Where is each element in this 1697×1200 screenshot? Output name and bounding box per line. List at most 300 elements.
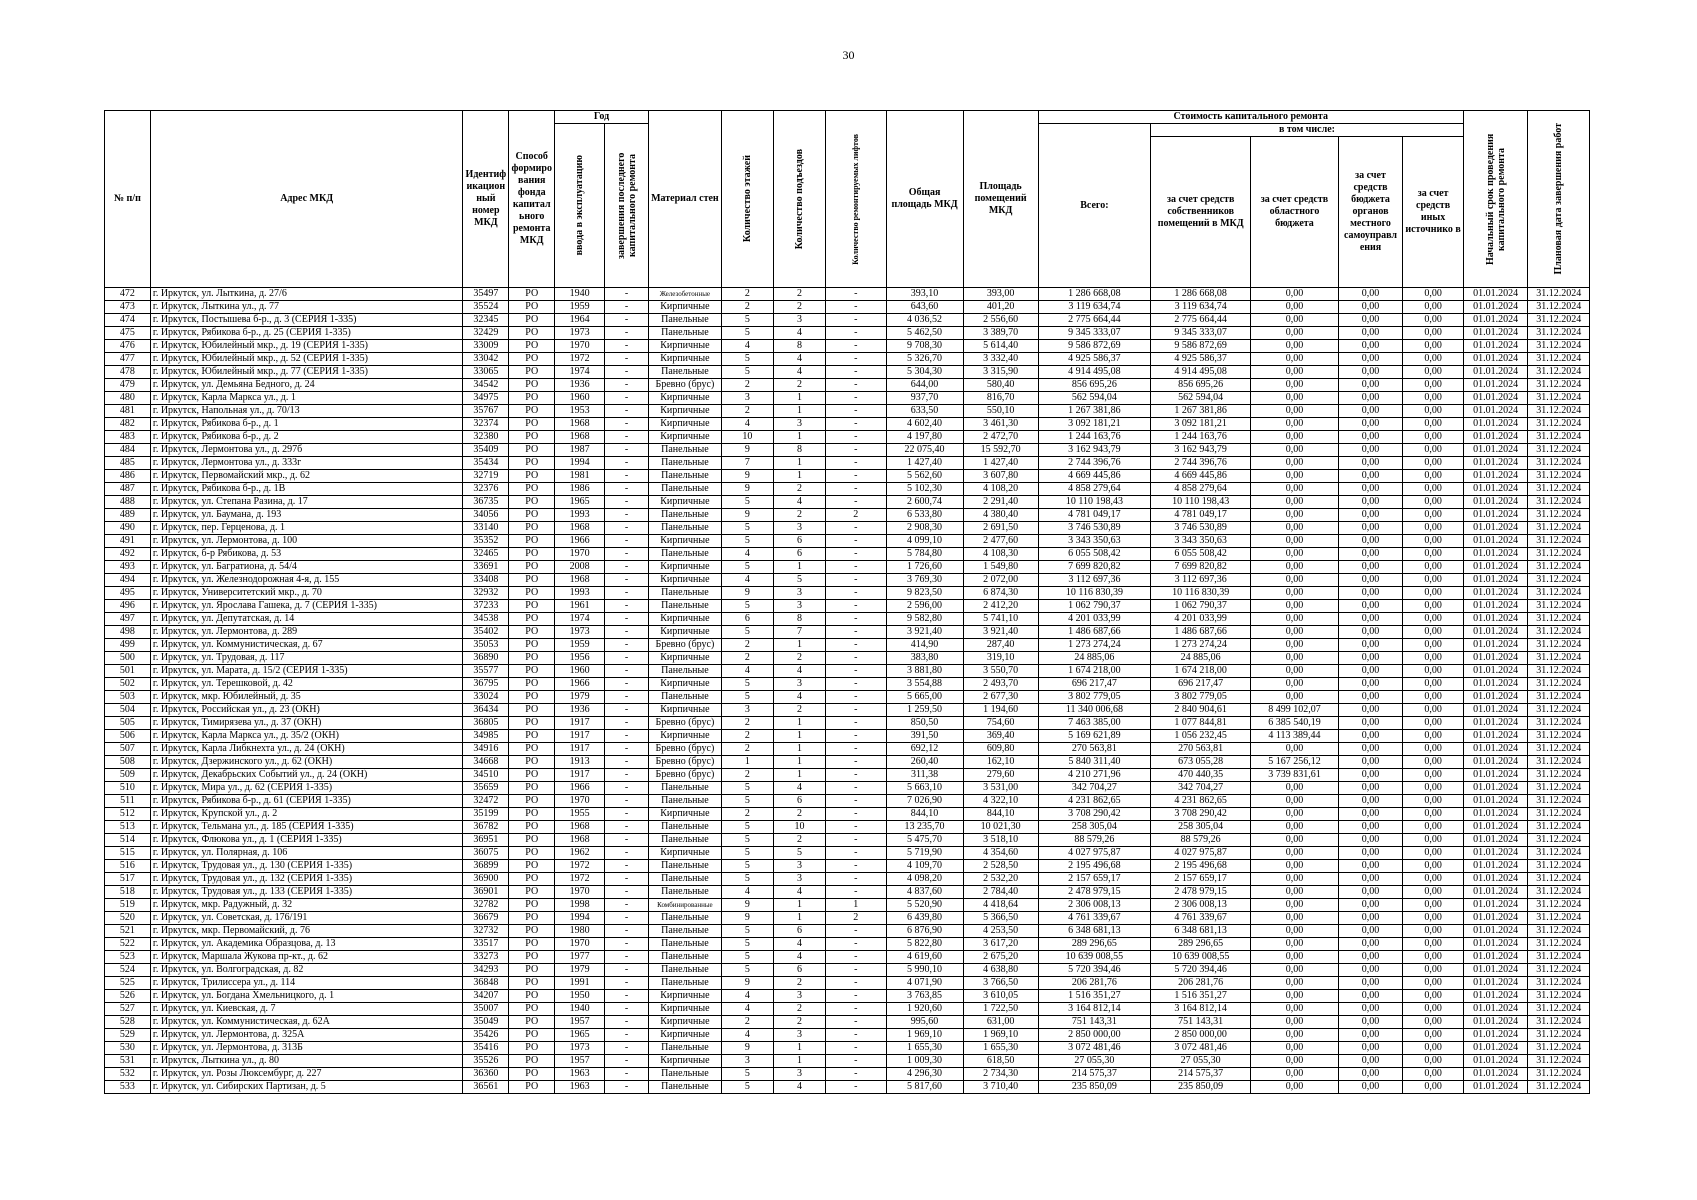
table-cell: 0,00	[1338, 1081, 1403, 1094]
table-cell: Кирпичные	[648, 353, 721, 366]
table-cell: 01.01.2024	[1463, 1068, 1528, 1081]
table-cell: 527	[105, 1003, 151, 1016]
table-cell: 0,00	[1251, 509, 1339, 522]
table-cell: 0,00	[1251, 444, 1339, 457]
table-cell: 6	[773, 535, 825, 548]
table-cell: 391,50	[886, 730, 963, 743]
table-cell: 0,00	[1251, 834, 1339, 847]
table-cell: 0,00	[1403, 665, 1464, 678]
table-cell: 36075	[463, 847, 509, 860]
table-cell: 0,00	[1403, 509, 1464, 522]
table-row	[105, 743, 1590, 756]
table-cell: 0,00	[1251, 860, 1339, 873]
table-cell: 0,00	[1338, 405, 1403, 418]
table-cell: 503	[105, 691, 151, 704]
table-cell: -	[826, 756, 886, 769]
table-row	[105, 496, 1590, 509]
table-cell: 1 427,40	[963, 457, 1038, 470]
table-cell: 35053	[463, 639, 509, 652]
table-cell: 4 036,52	[886, 314, 963, 327]
table-cell: 1973	[555, 626, 605, 639]
table-cell: 31.12.2024	[1528, 561, 1590, 574]
table-cell: 31.12.2024	[1528, 457, 1590, 470]
table-cell: Кирпичные	[648, 652, 721, 665]
table-cell: Бревно (брус)	[648, 769, 721, 782]
table-cell: 4	[721, 886, 773, 899]
table-cell: 4	[773, 327, 825, 340]
table-cell: 0,00	[1251, 847, 1339, 860]
table-cell: Панельные	[648, 1081, 721, 1094]
table-cell: 31.12.2024	[1528, 821, 1590, 834]
table-cell: 5 817,60	[886, 1081, 963, 1094]
table-cell: РО	[509, 1029, 555, 1042]
table-cell: 521	[105, 925, 151, 938]
table-cell: 35426	[463, 1029, 509, 1042]
table-cell: 3 343 350,63	[1038, 535, 1151, 548]
table-cell: -	[605, 1042, 649, 1055]
table-cell: 34542	[463, 379, 509, 392]
table-cell: -	[826, 769, 886, 782]
table-cell: 0,00	[1403, 769, 1464, 782]
table-cell: Панельные	[648, 327, 721, 340]
table-cell: 31.12.2024	[1528, 405, 1590, 418]
table-cell: Панельные	[648, 509, 721, 522]
table-cell: 0,00	[1403, 314, 1464, 327]
table-cell: Панельные	[648, 1042, 721, 1055]
table-cell: 2	[773, 834, 825, 847]
table-cell: -	[826, 444, 886, 457]
table-cell: 0,00	[1403, 782, 1464, 795]
table-cell: 0,00	[1251, 327, 1339, 340]
table-cell: 0,00	[1403, 704, 1464, 717]
table-cell: 36679	[463, 912, 509, 925]
table-cell: 01.01.2024	[1463, 951, 1528, 964]
table-cell: 01.01.2024	[1463, 522, 1528, 535]
table-cell: 856 695,26	[1038, 379, 1151, 392]
table-cell: 3 092 181,21	[1038, 418, 1151, 431]
table-row	[105, 1003, 1590, 1016]
table-cell: 1977	[555, 951, 605, 964]
table-cell: 31.12.2024	[1528, 444, 1590, 457]
table-row	[105, 1016, 1590, 1029]
table-cell: 4 099,10	[886, 535, 963, 548]
table-cell: -	[826, 392, 886, 405]
table-cell: 35577	[463, 665, 509, 678]
table-cell: 3 518,10	[963, 834, 1038, 847]
table-cell: 6 385 540,19	[1251, 717, 1339, 730]
table-cell: 0,00	[1338, 834, 1403, 847]
table-cell: 0,00	[1403, 795, 1464, 808]
table-cell: 2	[826, 509, 886, 522]
table-cell: 31.12.2024	[1528, 418, 1590, 431]
table-cell: -	[826, 314, 886, 327]
table-cell: 36561	[463, 1081, 509, 1094]
table-cell: 0,00	[1403, 327, 1464, 340]
table-cell: 0,00	[1403, 470, 1464, 483]
table-cell: 01.01.2024	[1463, 769, 1528, 782]
table-row	[105, 548, 1590, 561]
table-cell: РО	[509, 587, 555, 600]
table-cell: 0,00	[1338, 808, 1403, 821]
table-cell: 1956	[555, 652, 605, 665]
table-cell: 2 493,70	[963, 678, 1038, 691]
table-cell: 0,00	[1338, 483, 1403, 496]
table-cell: 31.12.2024	[1528, 548, 1590, 561]
table-cell: 31.12.2024	[1528, 392, 1590, 405]
table-cell: 5 990,10	[886, 964, 963, 977]
table-cell: Панельные	[648, 860, 721, 873]
header-year-last-repair: завершения последнего капитального ремонта	[605, 124, 649, 288]
table-cell: г. Иркутск, Рябикова б-р., д. 1	[150, 418, 463, 431]
table-cell: -	[605, 626, 649, 639]
table-cell: 0,00	[1251, 795, 1339, 808]
table-cell: 32782	[463, 899, 509, 912]
table-cell: 1 259,50	[886, 704, 963, 717]
table-cell: 5 167 256,12	[1251, 756, 1339, 769]
table-cell: 0,00	[1403, 587, 1464, 600]
table-row	[105, 600, 1590, 613]
table-cell: -	[605, 574, 649, 587]
table-cell: 311,38	[886, 769, 963, 782]
header-total-area: Общая площадь МКД	[886, 111, 963, 288]
header-floors: Количество этажей	[721, 111, 773, 288]
table-cell: 3 162 943,79	[1038, 444, 1151, 457]
table-cell: 1 920,60	[886, 1003, 963, 1016]
table-cell: 850,50	[886, 717, 963, 730]
table-cell: 35049	[463, 1016, 509, 1029]
table-cell: 1974	[555, 366, 605, 379]
table-cell: 0,00	[1338, 509, 1403, 522]
table-cell: РО	[509, 470, 555, 483]
table-cell: 4	[773, 353, 825, 366]
table-cell: 4	[721, 340, 773, 353]
table-cell: 36434	[463, 704, 509, 717]
table-cell: 31.12.2024	[1528, 600, 1590, 613]
table-cell: 8 499 102,07	[1251, 704, 1339, 717]
table-cell: 477	[105, 353, 151, 366]
table-row	[105, 821, 1590, 834]
table-cell: 3	[721, 1055, 773, 1068]
table-cell: -	[826, 301, 886, 314]
table-cell: 34293	[463, 964, 509, 977]
table-cell: Комбинированные	[648, 899, 721, 912]
table-cell: 3	[721, 392, 773, 405]
table-cell: 0,00	[1338, 639, 1403, 652]
table-cell: 4 781 049,17	[1151, 509, 1251, 522]
table-cell: Панельные	[648, 470, 721, 483]
table-cell: -	[605, 496, 649, 509]
table-cell: 4 669 445,86	[1038, 470, 1151, 483]
table-cell: 1970	[555, 340, 605, 353]
table-row	[105, 951, 1590, 964]
table-cell: -	[605, 847, 649, 860]
table-cell: 1979	[555, 691, 605, 704]
table-cell: 473	[105, 301, 151, 314]
table-cell: 0,00	[1403, 730, 1464, 743]
table-cell: 31.12.2024	[1528, 899, 1590, 912]
table-cell: 2 306 008,13	[1151, 899, 1251, 912]
table-cell: 530	[105, 1042, 151, 1055]
table-cell: 01.01.2024	[1463, 704, 1528, 717]
table-cell: -	[605, 938, 649, 951]
table-cell: 0,00	[1338, 496, 1403, 509]
table-cell: 4 761 339,67	[1038, 912, 1151, 925]
table-cell: 631,00	[963, 1016, 1038, 1029]
table-cell: 33408	[463, 574, 509, 587]
table-cell: РО	[509, 1081, 555, 1094]
table-cell: Панельные	[648, 548, 721, 561]
table-cell: 0,00	[1338, 535, 1403, 548]
table-cell: 6 439,80	[886, 912, 963, 925]
table-cell: РО	[509, 340, 555, 353]
table-row	[105, 574, 1590, 587]
table-cell: Кирпичные	[648, 561, 721, 574]
table-cell: Панельные	[648, 782, 721, 795]
table-cell: 9	[721, 509, 773, 522]
table-cell: 4 231 862,65	[1038, 795, 1151, 808]
table-cell: 4 210 271,96	[1038, 769, 1151, 782]
table-cell: 9 345 333,07	[1038, 327, 1151, 340]
table-cell: 1973	[555, 1042, 605, 1055]
table-cell: 0,00	[1251, 535, 1339, 548]
table-cell: г. Иркутск, ул. Ярослава Гашека, д. 7 (СЕРИЯ 1-335)	[150, 600, 463, 613]
table-cell: 1 286 668,08	[1038, 288, 1151, 301]
table-cell: 01.01.2024	[1463, 301, 1528, 314]
table-cell: 0,00	[1403, 1003, 1464, 1016]
table-cell: 0,00	[1251, 821, 1339, 834]
table-cell: 01.01.2024	[1463, 808, 1528, 821]
table-cell: 1973	[555, 327, 605, 340]
table-cell: 9	[721, 444, 773, 457]
table-cell: 1994	[555, 457, 605, 470]
table-cell: 5	[773, 574, 825, 587]
table-cell: 0,00	[1251, 353, 1339, 366]
table-cell: 0,00	[1251, 1003, 1339, 1016]
table-cell: 0,00	[1251, 977, 1339, 990]
table-cell: 1 009,30	[886, 1055, 963, 1068]
table-cell: РО	[509, 496, 555, 509]
table-cell: -	[605, 860, 649, 873]
page-number: 30	[842, 48, 855, 62]
table-cell: 01.01.2024	[1463, 1055, 1528, 1068]
table-cell: 0,00	[1251, 574, 1339, 587]
table-cell: 0,00	[1251, 561, 1339, 574]
table-cell: 0,00	[1338, 769, 1403, 782]
table-cell: 01.01.2024	[1463, 639, 1528, 652]
table-cell: -	[826, 353, 886, 366]
table-cell: 0,00	[1403, 431, 1464, 444]
table-cell: 2	[721, 808, 773, 821]
table-cell: 0,00	[1251, 782, 1339, 795]
table-cell: РО	[509, 1068, 555, 1081]
table-row	[105, 444, 1590, 457]
table-cell: РО	[509, 769, 555, 782]
header-method: Способ формиро вания фонда капитал ьного ремонта МКД	[509, 111, 555, 288]
table-cell: 3	[773, 678, 825, 691]
table-cell: 1 969,10	[963, 1029, 1038, 1042]
table-cell: -	[826, 535, 886, 548]
table-row	[105, 808, 1590, 821]
header-year: Год	[555, 111, 649, 124]
table-cell: 1917	[555, 730, 605, 743]
table-cell: г. Иркутск, ул. Степана Разина, д. 17	[150, 496, 463, 509]
table-cell: 0,00	[1251, 743, 1339, 756]
table-cell: 01.01.2024	[1463, 834, 1528, 847]
table-cell: 1	[773, 717, 825, 730]
table-cell: 31.12.2024	[1528, 704, 1590, 717]
table-cell: г. Иркутск, Тимирязева ул., д. 37 (ОКН)	[150, 717, 463, 730]
table-cell: 31.12.2024	[1528, 652, 1590, 665]
table-cell: 01.01.2024	[1463, 1003, 1528, 1016]
table-cell: 937,70	[886, 392, 963, 405]
table-cell: 0,00	[1403, 847, 1464, 860]
table-cell: 1965	[555, 1029, 605, 1042]
table-cell: -	[826, 951, 886, 964]
table-cell: 5	[721, 834, 773, 847]
table-cell: 9 345 333,07	[1151, 327, 1251, 340]
table-cell: 31.12.2024	[1528, 1003, 1590, 1016]
table-cell: -	[826, 483, 886, 496]
table-cell: 0,00	[1338, 301, 1403, 314]
table-cell: 01.01.2024	[1463, 561, 1528, 574]
table-cell: 1 077 844,81	[1151, 717, 1251, 730]
table-cell: 4	[773, 496, 825, 509]
table-cell: 31.12.2024	[1528, 574, 1590, 587]
table-cell: РО	[509, 821, 555, 834]
table-cell: 5 102,30	[886, 483, 963, 496]
table-cell: -	[826, 834, 886, 847]
table-cell: РО	[509, 912, 555, 925]
table-cell: 4	[721, 574, 773, 587]
table-cell: -	[605, 977, 649, 990]
table-cell: 4	[721, 548, 773, 561]
table-cell: 0,00	[1403, 379, 1464, 392]
table-cell: 2 908,30	[886, 522, 963, 535]
table-cell: Панельные	[648, 834, 721, 847]
header-year-commissioning: ввода в эксплуатацию	[555, 124, 605, 288]
table-cell: 206 281,76	[1038, 977, 1151, 990]
table-cell: Кирпичные	[648, 340, 721, 353]
table-cell: 5 720 394,46	[1151, 964, 1251, 977]
table-row	[105, 847, 1590, 860]
table-cell: 0,00	[1338, 756, 1403, 769]
table-cell: 496	[105, 600, 151, 613]
table-cell: 4 858 279,64	[1038, 483, 1151, 496]
table-cell: 0,00	[1403, 301, 1464, 314]
table-cell: 0,00	[1251, 548, 1339, 561]
table-cell: 1913	[555, 756, 605, 769]
table-cell: 4 098,20	[886, 873, 963, 886]
table-cell: Кирпичные	[648, 847, 721, 860]
header-entrances: Количество подъездов	[773, 111, 825, 288]
table-cell: 162,10	[963, 756, 1038, 769]
table-cell: -	[826, 665, 886, 678]
table-cell: РО	[509, 808, 555, 821]
table-cell: Панельные	[648, 1068, 721, 1081]
table-cell: 0,00	[1338, 470, 1403, 483]
table-cell: 0,00	[1403, 652, 1464, 665]
table-cell: 1	[773, 431, 825, 444]
table-cell: -	[826, 1042, 886, 1055]
table-cell: 484	[105, 444, 151, 457]
table-cell: 01.01.2024	[1463, 327, 1528, 340]
table-cell: 31.12.2024	[1528, 1055, 1590, 1068]
table-cell: -	[605, 457, 649, 470]
table-cell: 529	[105, 1029, 151, 1042]
table-cell: Панельные	[648, 951, 721, 964]
table-cell: 0,00	[1338, 782, 1403, 795]
table-cell: г. Иркутск, Первомайский мкр., д. 62	[150, 470, 463, 483]
table-cell: 856 695,26	[1151, 379, 1251, 392]
table-cell: 1917	[555, 743, 605, 756]
table-cell: г. Иркутск, ул. Лермонтова, д. 325А	[150, 1029, 463, 1042]
table-cell: 1968	[555, 821, 605, 834]
table-cell: 1994	[555, 912, 605, 925]
table-cell: 1	[773, 756, 825, 769]
table-cell: 2	[721, 301, 773, 314]
table-cell: 1972	[555, 353, 605, 366]
table-cell: 31.12.2024	[1528, 1068, 1590, 1081]
table-cell: РО	[509, 314, 555, 327]
table-cell: -	[826, 626, 886, 639]
table-cell: 2	[721, 769, 773, 782]
table-cell: г. Иркутск, Рябикова б-р., д. 61 (СЕРИЯ 1-335)	[150, 795, 463, 808]
table-cell: Бревно (брус)	[648, 717, 721, 730]
table-cell: 01.01.2024	[1463, 444, 1528, 457]
table-cell: РО	[509, 990, 555, 1003]
table-cell: Кирпичные	[648, 1003, 721, 1016]
table-cell: 2 532,20	[963, 873, 1038, 886]
table-cell: 10 110 198,43	[1038, 496, 1151, 509]
table-cell: 5	[721, 353, 773, 366]
table-cell: 0,00	[1338, 795, 1403, 808]
table-cell: г. Иркутск, ул. Лермонтова, д. 313Б	[150, 1042, 463, 1055]
table-cell: Кирпичные	[648, 496, 721, 509]
table-cell: Панельные	[648, 587, 721, 600]
table-cell: 11 340 006,68	[1038, 704, 1151, 717]
table-cell: 7 699 820,82	[1151, 561, 1251, 574]
table-cell: РО	[509, 457, 555, 470]
table-cell: 3 112 697,36	[1151, 574, 1251, 587]
table-cell: 4 322,10	[963, 795, 1038, 808]
table-cell: 1 267 381,86	[1151, 405, 1251, 418]
table-cell: 5 720 394,46	[1038, 964, 1151, 977]
table-cell: 214 575,37	[1038, 1068, 1151, 1081]
table-cell: г. Иркутск, Дзержинского ул., д. 62 (ОКН)	[150, 756, 463, 769]
table-cell: 3 607,80	[963, 470, 1038, 483]
table-cell: 34916	[463, 743, 509, 756]
table-cell: 5	[721, 600, 773, 613]
table-cell: 5	[721, 847, 773, 860]
table-cell: 5 665,00	[886, 691, 963, 704]
table-cell: 4	[721, 665, 773, 678]
table-cell: 2 472,70	[963, 431, 1038, 444]
table-cell: 5	[721, 327, 773, 340]
table-cell: 1998	[555, 899, 605, 912]
table-cell: 31.12.2024	[1528, 483, 1590, 496]
table-cell: -	[826, 977, 886, 990]
table-cell: 01.01.2024	[1463, 756, 1528, 769]
table-cell: 2	[721, 717, 773, 730]
table-cell: 1 549,80	[963, 561, 1038, 574]
table-cell: Кирпичные	[648, 431, 721, 444]
table-cell: 01.01.2024	[1463, 977, 1528, 990]
table-cell: 01.01.2024	[1463, 314, 1528, 327]
table-cell: -	[605, 886, 649, 899]
table-cell: 37233	[463, 600, 509, 613]
table-cell: 35416	[463, 1042, 509, 1055]
table-cell: 0,00	[1338, 951, 1403, 964]
